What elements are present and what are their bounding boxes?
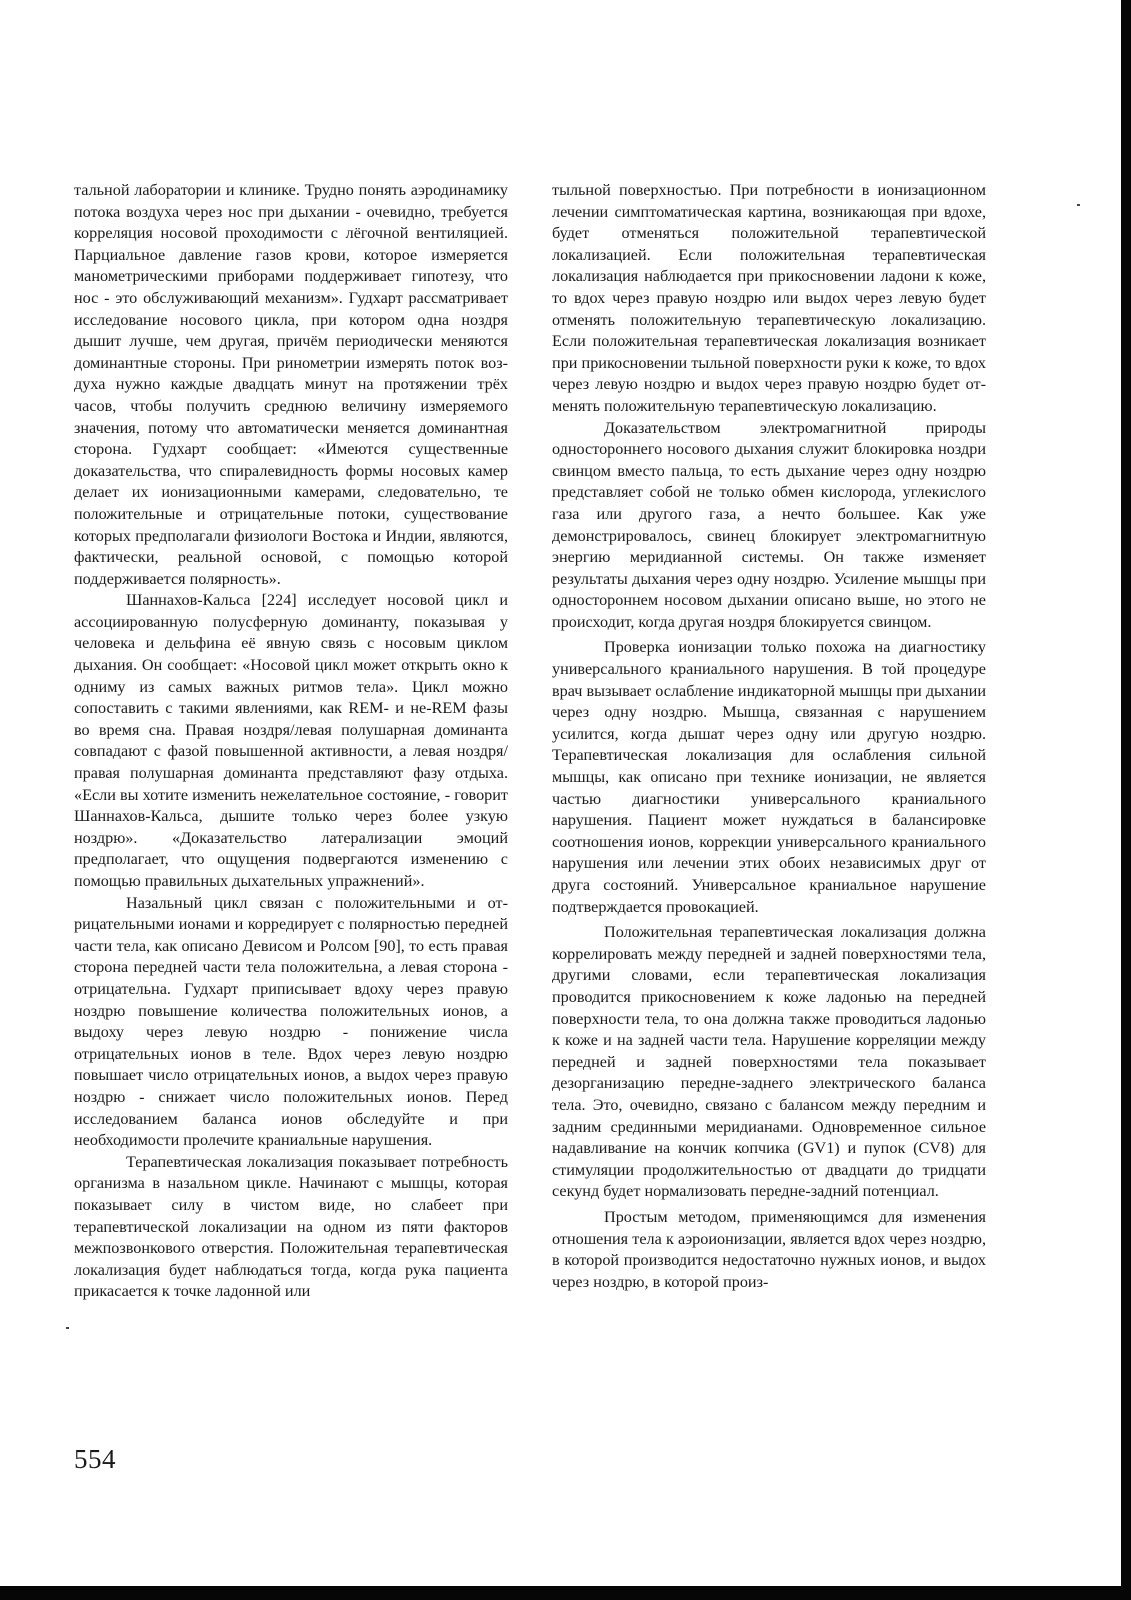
scan-speck bbox=[1077, 204, 1080, 206]
scan-speck bbox=[66, 1327, 69, 1329]
paragraph: Назальный цикл связан с положительными и отрицательными ионами и корредирует с полярностью передней части тела, как описано Девисом и Ролсом [90], то есть правая сторона передней части тела положительна, а левая сторона - отрицательна. Гудхарт приписывает вдоху через правую ноздрю повышение количества положительных ионов, а выдоху через левую ноздрю - понижение числа отрицательных ионов в теле. Вдох через левую ноздрю повышает число отрицательных ионов, а выдох через правую ноздрю - снижает число положительных ионов. Перед исследованием баланса ионов обследуйте и при необходимости пролечите краниальные нарушения. bbox=[74, 893, 508, 1150]
paragraph: Доказательством электромагнитной природы одностороннего носового дыхания служит блокировка ноздри свинцом вместо пальца, то есть дыхание через одну ноздрю представляет собой не только обмен кислорода, углекислого газа или другого газа, а нечто большее. Как уже демонстрировалось, свинец блокирует электромагнитную энергию меридианной системы. Он также изменяет результаты дыхания через одну ноздрю. Усиление мышцы при одностороннем носовом дыхании описано выше, но этого не происходит, когда другая ноздря блокируется свинцом. bbox=[552, 418, 986, 631]
scan-edge-bottom bbox=[0, 1586, 1131, 1600]
page-number: 554 bbox=[74, 1444, 116, 1474]
paragraph: тыльной поверхностью. При потребности в ионизационном лечении симптоматическая картина, возникающая при вдохе, будет отменяться положительной терапевтической локализацией. Если положительная терапевтическая локализация наблюдается при прикосновении ладони к коже, то вдох через правую ноздрю или выдох через левую будет отменять положительную терапевтическую локализацию. Если положительная терапевтическая локализация возникает при прикосновении тыльной поверхности руки к коже, то вдох через левую ноздрю и выдох через правую ноздрю будет отменять положительную терапевтическую локализацию. bbox=[552, 181, 986, 415]
paragraph: Проверка ионизации только похожа на диагностику универсального краниального нарушения. В той процедуре врач вызывает ослабление индикаторной мышцы при дыхании через одну ноздрю. Мышца, связанная с нарушением усилится, когда дышат через одну или другую ноздрю. Терапевтическая локализация для ослабления сильной мышцы, как описано при технике ионизации, не является частью диагностики универсального краниального нарушения. Пациент может нуждаться в балансировке соотношения ионов, коррекции универсального краниального нарушения или лечении этих обоих независимых друг от друга состояний. Универсальное краниальное нарушение подтверждается провокацией. bbox=[552, 638, 986, 916]
paragraph: Положительная терапевтическая локализация должна коррелировать между передней и задней поверхностями тела, другими словами, если терапевтическая локализация проводится прикосновением к коже ладонью на передней поверхности тела, то она должна также проводиться ладонью к коже и на задней части тела. Нарушение корреляции между передней и задней поверхностями тела показывает дезорганизацию передне-заднего электрического баланса тела. Это, очевидно, связано с балансом между передним и задним срединными меридианами. Одновременное сильное надавливание на кончик копчика (GV1) и пупок (CV8) для стимуляции продолжительностью от двадцати до тридцати секунд будет нормализовать передне-задний потенциал. bbox=[552, 923, 986, 1201]
paragraph: Простым методом, применяющимся для изменения отношения тела к аэроионизации, является вдох через ноздрю, в которой производится недостаточно нужных ионов, и выдох через ноздрю, в которой произ- bbox=[552, 1207, 986, 1291]
left-column bbox=[74, 180, 508, 1303]
paragraph: Терапевтическая локализация показывает потребность организма в назальном цикле. Начинают с мышцы, которая показывает силу в чистом виде, но слабеет при терапевтической локализации на одном из пяти факторов межпозвонкового отверстия. Положительная терапевтическая локализация будет наблюдаться тогда, когда рука пациента прикасается к точке ладонной или bbox=[74, 1152, 508, 1301]
scan-edge-right bbox=[1121, 0, 1131, 1600]
paragraph: Шаннахов-Кальса [224] исследует носовой цикл и ассоциированную полусферную доминанту, показывая у человека и дельфина её явную связь с носовым циклом дыхания. Он сообщает: «Носовой цикл может открыть окно к одниму из самых важных ритмов тела». Цикл можно сопоставить с такими явлениями, как REM- и не-REM фазы во время сна. Правая ноздря/левая полушарная доминанта совпадают с фазой повышенной активности, а левая ноздря/правая полушарная доминанта представляют фазу отдыха. «Если вы хотите изменить нежелательное состояние, - говорит Шаннахов-Кальса, дышите только через более узкую ноздрю». «Доказательство латерализации эмоций предполагает, что ощущения подвергаются изменению с помощью правильных дыхательных упражнений». bbox=[74, 591, 508, 890]
right-column bbox=[552, 180, 986, 1293]
paragraph: тальной лаборатории и клинике. Трудно понять аэродинамику потока воздуха через нос при дыхании - очевидно, требуется корреляция носовой проходимости с лёгочной вентиляцией. Парциальное давление газов крови, которое измеряется манометрическими приборами поддерживает гипотезу, что нос - это обслуживающий механизм». Гудхарт рассматривает исследование носового цикла, при котором одна ноздря дышит лучше, чем другая, причём периодически меняются доминантные стороны. При ринометрии измерять поток воздуха нужно каждые двадцать минут на протяжении трёх часов, чтобы получить среднюю величину измеряемого значения, потому что автоматически меняется доминантная сторона. Гудхарт сообщает: «Имеются существенные доказательства, что спиралевидность формы носовых камер делает их ионизационными камерами, следовательно, те положительные и отрицательные потоки, существование которых предполагали физиологи Востока и Индии, являются, фактически, реальной основой, с помощью которой поддерживается полярность». bbox=[74, 181, 508, 588]
